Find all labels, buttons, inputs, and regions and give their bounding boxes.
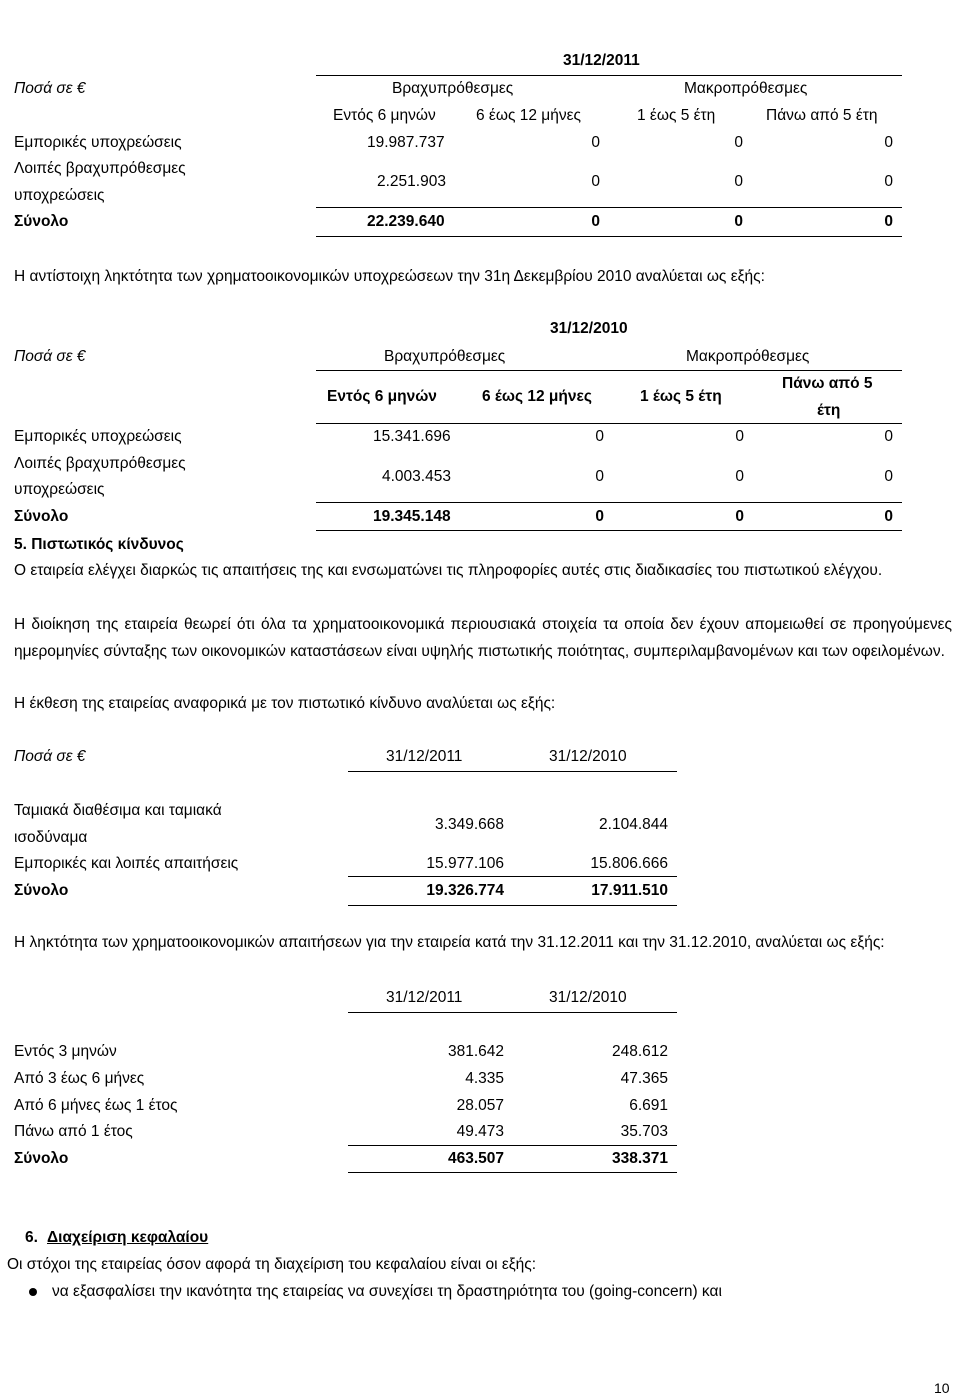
- col-header: 6 έως 12 μήνες: [476, 107, 581, 124]
- total-cell: 0: [595, 508, 604, 525]
- cell: 19.987.737: [367, 134, 445, 151]
- cell: 3.349.668: [435, 816, 504, 833]
- col-header: 31/12/2010: [549, 748, 627, 765]
- row-label: υποχρεώσεις: [14, 481, 105, 498]
- cell: 0: [591, 173, 600, 190]
- amounts-label: Ποσά σε €: [14, 348, 86, 365]
- col-header: Πάνω από 5: [782, 375, 873, 392]
- cell: 47.365: [620, 1070, 668, 1087]
- bullet-icon: [29, 1288, 37, 1296]
- row-label: Από 3 έως 6 μήνες: [14, 1070, 145, 1087]
- total-cell: 17.911.510: [591, 882, 668, 899]
- total-cell: 19.345.148: [373, 508, 451, 525]
- cell: 15.341.696: [373, 428, 451, 445]
- col-header: Πάνω από 5 έτη: [766, 107, 878, 124]
- cell: 0: [735, 468, 744, 485]
- col-header: 31/12/2011: [386, 989, 463, 1006]
- cell: 28.057: [456, 1097, 504, 1114]
- total-cell: 19.326.774: [426, 882, 504, 899]
- total-cell: 338.371: [611, 1150, 668, 1167]
- cell: 0: [595, 468, 604, 485]
- total-cell: 0: [884, 508, 893, 525]
- row-label: ισοδύναμα: [14, 829, 88, 846]
- cell: 0: [591, 134, 600, 151]
- row-label: Λοιπές βραχυπρόθεσμες: [14, 455, 186, 472]
- divider: [316, 530, 902, 531]
- table-date: 31/12/2010: [550, 320, 628, 337]
- row-label: υποχρεώσεις: [14, 187, 105, 204]
- total-cell: 0: [884, 213, 893, 230]
- divider: [316, 502, 902, 503]
- col-header: Εντός 6 μηνών: [327, 388, 437, 405]
- divider: [316, 75, 902, 76]
- divider: [348, 905, 677, 906]
- amounts-label: Ποσά σε €: [14, 80, 86, 97]
- divider: [348, 876, 677, 877]
- cell: 0: [734, 173, 743, 190]
- divider: [316, 423, 902, 424]
- col-header: έτη: [817, 402, 841, 419]
- paragraph: Η διοίκηση της εταιρεία θεωρεί ότι όλα τα χρηματοοικονομικά περιουσιακά στοιχεία τα οποία δεν έχουν απομειωθεί σε προηγούμενες ημερομηνίες σύνταξης των οικονομικών καταστάσεων είναι υψηλής πιστωτικής ποιότητας, συμπεριλαμβανομένων και των οφειλομένων.: [14, 616, 952, 660]
- total-cell: 0: [735, 508, 744, 525]
- row-label: Εμπορικές υποχρεώσεις: [14, 134, 182, 151]
- total-cell: 0: [734, 213, 743, 230]
- cell: 2.104.844: [599, 816, 668, 833]
- divider: [316, 370, 902, 371]
- col-header: 1 έως 5 έτη: [640, 388, 722, 405]
- cell: 0: [884, 428, 893, 445]
- divider: [348, 1145, 677, 1146]
- divider: [316, 207, 902, 208]
- page-number: 10: [934, 1380, 950, 1396]
- total-cell: 463.507: [447, 1150, 504, 1167]
- cell: 0: [735, 428, 744, 445]
- total-cell: 0: [591, 213, 600, 230]
- cell: 248.612: [611, 1043, 668, 1060]
- divider: [348, 1012, 677, 1013]
- cell: 2.251.903: [377, 173, 446, 190]
- row-label: Πάνω από 1 έτος: [14, 1123, 133, 1140]
- cell: 0: [884, 173, 893, 190]
- cell: 49.473: [456, 1123, 504, 1140]
- col-header: 31/12/2010: [549, 989, 627, 1006]
- total-label: Σύνολο: [14, 508, 69, 525]
- amounts-label: Ποσά σε €: [14, 748, 86, 765]
- col-header: 31/12/2011: [386, 748, 463, 765]
- cell: 381.642: [447, 1043, 504, 1060]
- paragraph: Οι στόχοι της εταιρείας όσον αφορά τη διαχείριση του κεφαλαίου είναι οι εξής:: [7, 1256, 537, 1273]
- cell: 15.806.666: [590, 855, 668, 872]
- cell: 0: [884, 468, 893, 485]
- col-header: 1 έως 5 έτη: [637, 107, 716, 124]
- cell: 35.703: [620, 1123, 668, 1140]
- total-label: Σύνολο: [14, 882, 69, 899]
- cell: 0: [884, 134, 893, 151]
- row-label: Από 6 μήνες έως 1 έτος: [14, 1097, 178, 1114]
- paragraph: Η έκθεση της εταιρείας αναφορικά με τον πιστωτικό κίνδυνο αναλύεται ως εξής:: [14, 695, 556, 712]
- row-label: Λοιπές βραχυπρόθεσμες: [14, 160, 186, 177]
- table-date: 31/12/2011: [563, 52, 640, 69]
- divider: [316, 236, 902, 237]
- divider: [348, 1172, 677, 1173]
- divider: [348, 771, 677, 772]
- paragraph: Η ληκτότητα των χρηματοοικονομικών απαιτήσεων για την εταιρεία κατά την 31.12.2011 και την 31.12.2010, αναλύεται ως εξής:: [14, 934, 885, 951]
- cell: 4.003.453: [382, 468, 451, 485]
- row-label: Εμπορικές υποχρεώσεις: [14, 428, 182, 445]
- cell: 0: [734, 134, 743, 151]
- row-label: Ταμιακά διαθέσιμα και ταμιακά: [14, 802, 222, 819]
- credit-risk-heading: 5. Πιστωτικός κίνδυνος: [14, 536, 184, 553]
- capital-heading: Διαχείριση κεφαλαίου: [47, 1229, 209, 1246]
- cell: 4.335: [465, 1070, 504, 1087]
- col-header: 6 έως 12 μήνες: [482, 388, 592, 405]
- intro-2010: Η αντίστοιχη ληκτότητα των χρηματοοικονομικών υποχρεώσεων την 31η Δεκεμβρίου 2010 αναλύεται ως εξής:: [14, 268, 765, 285]
- col-header: Εντός 6 μηνών: [333, 107, 436, 124]
- total-label: Σύνολο: [14, 213, 69, 230]
- paragraph: Ο εταιρεία ελέγχει διαρκώς τις απαιτήσεις της και ενσωματώνει τις πληροφορίες αυτές στις διαδικασίες του πιστωτικού ελέγχου.: [14, 562, 883, 579]
- short-term-header: Βραχυπρόθεσμες: [392, 80, 514, 97]
- total-cell: 22.239.640: [367, 213, 445, 230]
- row-label: Εντός 3 μηνών: [14, 1043, 117, 1060]
- long-term-header: Μακροπρόθεσμες: [686, 348, 810, 365]
- cell: 15.977.106: [426, 855, 504, 872]
- bullet-text: να εξασφαλίσει την ικανότητα της εταιρείας να συνεχίσει τη δραστηριότητα του (going-concern) και: [52, 1283, 722, 1300]
- cell: 0: [595, 428, 604, 445]
- cell: 6.691: [629, 1097, 668, 1114]
- short-term-header: Βραχυπρόθεσμες: [384, 348, 506, 365]
- row-label: Εμπορικές και λοιπές απαιτήσεις: [14, 855, 239, 872]
- long-term-header: Μακροπρόθεσμες: [684, 80, 808, 97]
- total-label: Σύνολο: [14, 1150, 69, 1167]
- capital-heading-number: 6.: [25, 1229, 38, 1246]
